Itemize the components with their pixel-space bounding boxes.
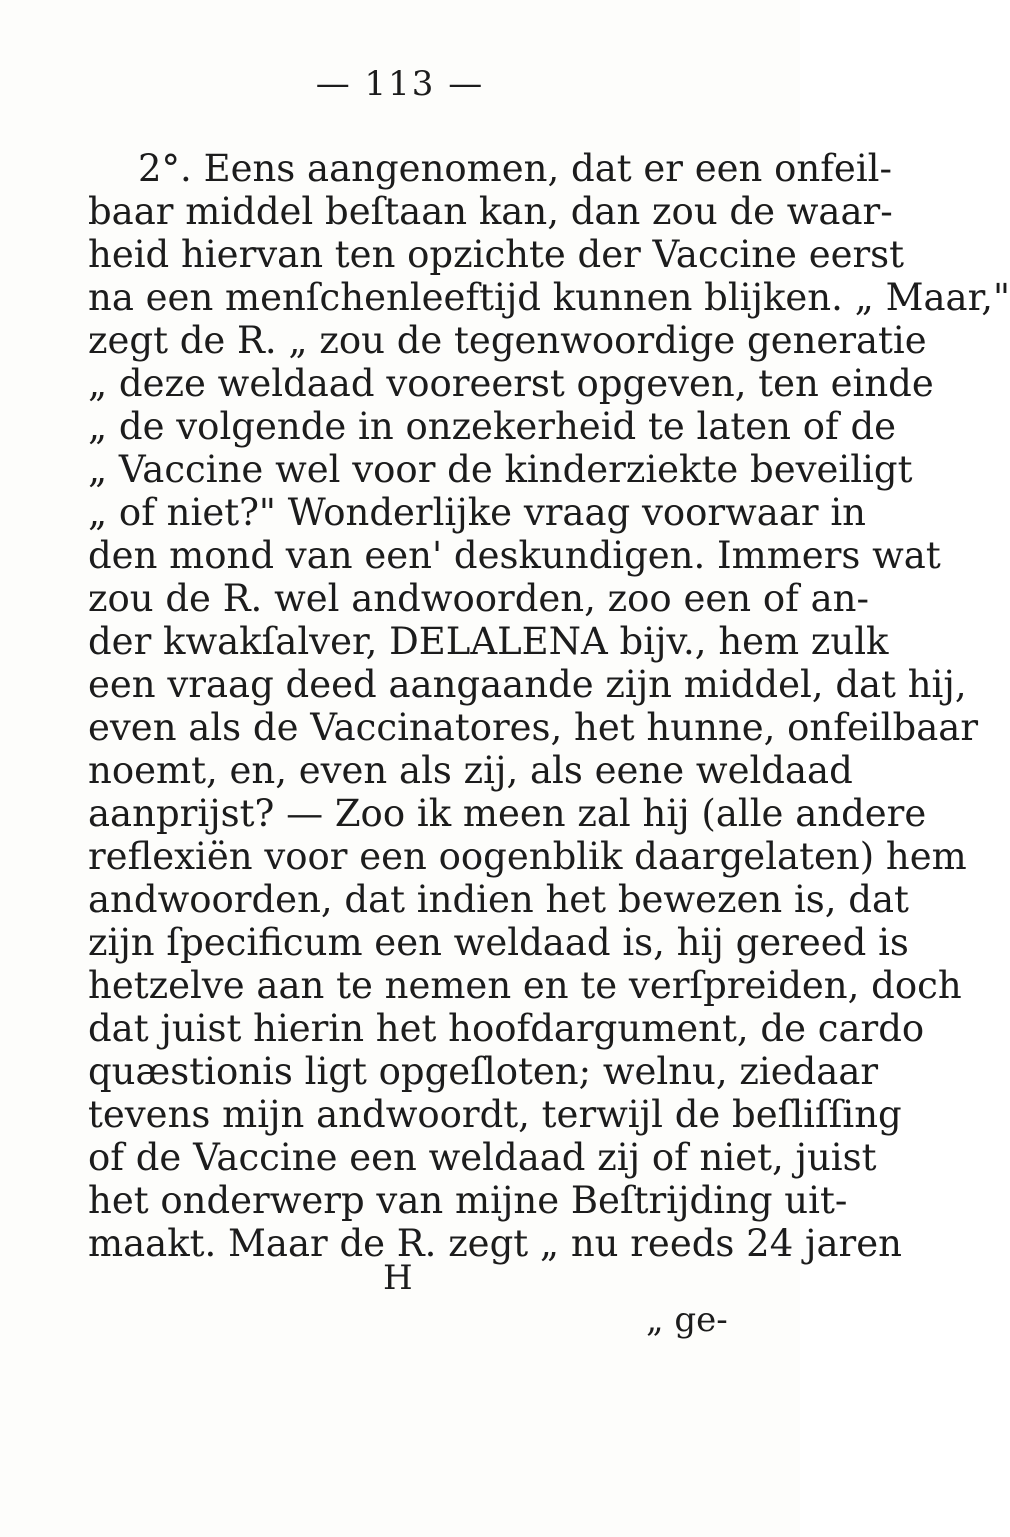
text-line-14: even als de Vaccinatores, het hunne, onfeilbaar — [88, 706, 979, 749]
text-line-24: of de Vaccine een weldaad zij of niet, juist — [88, 1136, 877, 1179]
text-line-10: den mond van een' deskundigen. Immers wat — [88, 534, 941, 577]
text-line-20: hetzelve aan te nemen en te verſpreiden, doch — [88, 964, 962, 1007]
text-line-4: na een menſchenleeftijd kunnen blijken. „ Maar," — [88, 276, 1010, 319]
text-line-12: der kwakſalver, DELALENA bijv., hem zulk — [88, 620, 889, 663]
text-line-11: zou de R. wel andwoorden, zoo een of an- — [88, 577, 869, 620]
signature-mark: H — [383, 1258, 413, 1298]
text-line-16: aanprijst? — Zoo ik meen zal hij (alle andere — [88, 792, 927, 835]
text-line-7: „ de volgende in onzekerheid te laten of de — [88, 405, 897, 448]
text-line-25: het onderwerp van mijne Beſtrijding uit- — [88, 1179, 848, 1222]
text-line-15: noemt, en, even als zij, als eene weldaad — [88, 749, 853, 792]
text-line-21: dat juist hierin het hoofdargument, de cardo — [88, 1007, 925, 1050]
text-line-23: tevens mijn andwoordt, terwijl de beſliſſing — [88, 1093, 902, 1136]
text-line-8: „ Vaccine wel voor de kinderziekte beveiligt — [88, 448, 913, 491]
text-line-3: heid hiervan ten opzichte der Vaccine eerst — [88, 233, 905, 276]
text-line-1: 2°. Eens aangenomen, dat er een onfeil- — [138, 147, 892, 190]
text-line-9: „ of niet?" Wonderlijke vraag voorwaar in — [88, 491, 867, 534]
text-line-19: zijn ſpecificum een weldaad is, hij gereed is — [88, 921, 909, 964]
text-line-13: een vraag deed aangaande zijn middel, dat hij, — [88, 663, 967, 706]
text-line-17: reflexiën voor een oogenblik daargelaten) hem — [88, 835, 967, 878]
text-line-18: andwoorden, dat indien het bewezen is, dat — [88, 878, 909, 921]
text-line-26: maakt. Maar de R. zegt „ nu reeds 24 jaren — [88, 1222, 902, 1265]
text-line-22: quæstionis ligt opgeſloten; welnu, ziedaar — [88, 1050, 879, 1093]
text-line-6: „ deze weldaad vooreerst opgeven, ten einde — [88, 362, 934, 405]
text-line-5: zegt de R. „ zou de tegenwoordige generatie — [88, 319, 927, 362]
catchword: „ ge- — [646, 1300, 728, 1340]
page-number-header: — 113 — — [315, 64, 485, 104]
text-line-2: baar middel beſtaan kan, dan zou de waar- — [88, 190, 893, 233]
